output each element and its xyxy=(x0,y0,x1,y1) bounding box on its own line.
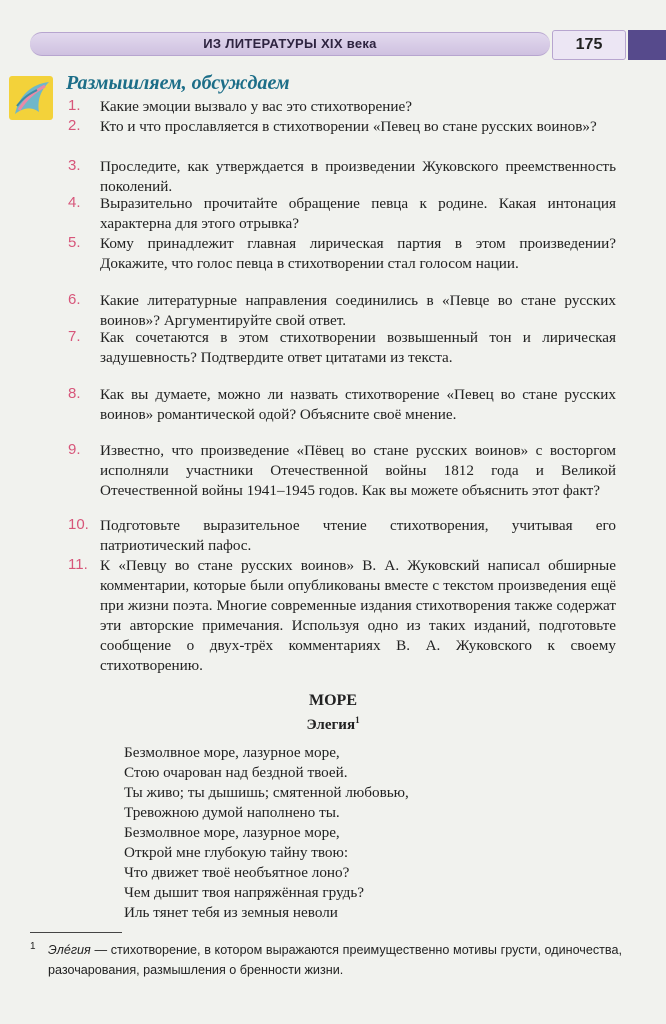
question-number: 11. xyxy=(68,556,88,573)
question-text: Кто и что прославляется в стихотворении «Певец во стане русских воинов»? xyxy=(100,118,597,135)
poem-line: Что движет твоё необъятное лоно? xyxy=(124,864,350,881)
poem-line: Ты живо; ты дышишь; смятенной любовью, xyxy=(124,784,409,801)
question-text: Подготовьте выразительное чтение стихотворения, учитывая его патриотический пафос. xyxy=(100,517,616,555)
question-text: Какие литературные направления соединились в «Певце во стане русских воинов»? Аргументируйте свой ответ. xyxy=(100,292,616,330)
footnote-reference: 1 xyxy=(355,715,360,725)
question-text: Выразительно прочитайте обращение певца к родине. Какая интонация характерна для этого отрывка? xyxy=(100,195,616,233)
poem-subtitle-text: Элегия xyxy=(306,717,356,733)
poem-title: МОРЕ xyxy=(309,692,357,709)
question-text: Как сочетаются в этом стихотворении возвышенный тон и лирическая задушевность? Подтвердите ответ цитатами из текста. xyxy=(100,329,616,367)
question-number: 9. xyxy=(68,441,81,458)
question-text: Как вы думаете, можно ли назвать стихотворение «Певец во стане русских воинов» романтической одой? Объясните своё мнение. xyxy=(100,386,616,424)
footnote-definition: — стихотворение, в котором выражаются преимущественно мотивы грусти, одиночества, разочарования, размышления о бренности жизни. xyxy=(48,943,622,977)
footnote-term: Элéгия xyxy=(48,943,91,957)
question-text: Известно, что произведение «Пёвец во стане русских воинов» с восторгом исполняли участники Отечественной войны 1812 года и Великой Отечественной войны 1941–1945 годов. Как вы можете объяснить этот факт? xyxy=(100,442,616,500)
question-number: 4. xyxy=(68,194,81,211)
question-text: Проследите, как утверждается в произведении Жуковского преемственность поколений. xyxy=(100,158,616,196)
poem-line: Чем дышит твоя напряжённая грудь? xyxy=(124,884,365,901)
question-number: 7. xyxy=(68,328,81,345)
leaf-emblem-icon xyxy=(9,76,53,120)
poem-line: Безмолвное море, лазурное море, xyxy=(124,824,340,841)
poem-subtitle xyxy=(0,715,666,734)
running-header xyxy=(30,28,550,56)
footnote-text-block xyxy=(48,940,622,980)
section-heading: Размышляем, обсуждаем xyxy=(66,72,290,94)
question-text: Кому принадлежит главная лирическая партия в этом произведении? Докажите, что голос певца в стихотворении стал голосом нации. xyxy=(100,235,616,273)
chapter-tab xyxy=(628,30,666,60)
poem-line: Безмолвное море, лазурное море, xyxy=(124,744,340,761)
question-number: 5. xyxy=(68,234,81,251)
poem-line: Стою очарован над бездной твоей. xyxy=(124,764,348,781)
question-number: 2. xyxy=(68,117,81,134)
question-number: 6. xyxy=(68,291,81,308)
question-text: Какие эмоции вызвало у вас это стихотворение? xyxy=(100,98,412,115)
poem-line: Иль тянет тебя из земныя неволи xyxy=(124,904,338,921)
question-text: К «Певцу во стане русских воинов» В. А. Жуковский написал обширные комментарии, которые были опубликованы вместе с текстом произведения ещё при жизни поэта. Многие современные издания стихотворения также содержат эти авторские примечания. Используя одно из таких изданий, подготовьте сообщение о двух-трёх комментариях В. А. Жуковского к своему стихотворению. xyxy=(100,557,616,675)
footnote-divider xyxy=(30,932,122,933)
poem-line: Открой мне глубокую тайну твою: xyxy=(124,844,349,861)
question-number: 10. xyxy=(68,516,89,533)
page-number: 175 xyxy=(552,30,626,60)
running-header-title: ИЗ ЛИТЕРАТУРЫ XIX века xyxy=(203,36,377,51)
question-number: 8. xyxy=(68,385,81,402)
question-number: 1. xyxy=(68,97,81,114)
question-number: 3. xyxy=(68,157,81,174)
poem-line: Тревожною думой наполнено ты. xyxy=(124,804,340,821)
footnote-mark: 1 xyxy=(30,941,36,952)
